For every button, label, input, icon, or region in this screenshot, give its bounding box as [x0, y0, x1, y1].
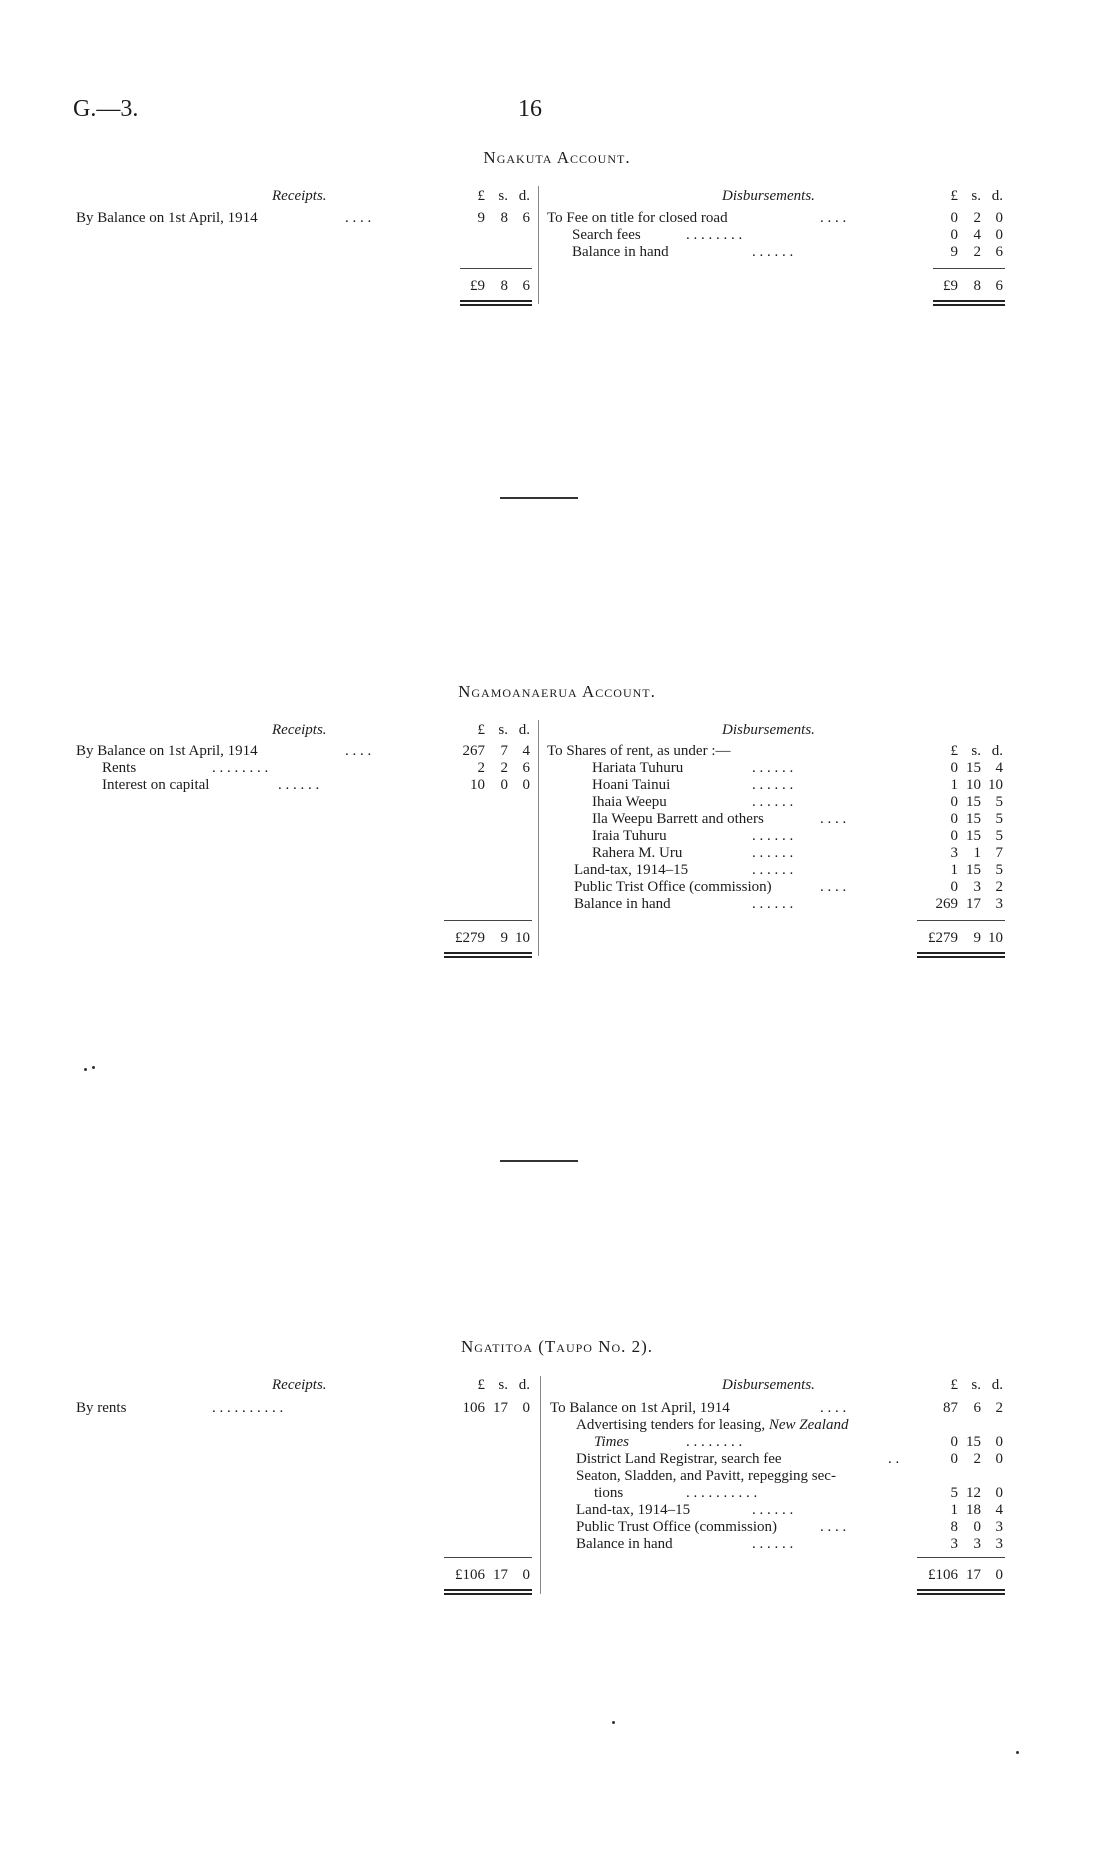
column-divider — [540, 1376, 541, 1594]
amount-shillings: 15 — [966, 1434, 981, 1450]
amount-pounds: 0 — [950, 227, 958, 243]
leader-dots: . . — [888, 1451, 900, 1467]
amount-shillings: 3 — [973, 1536, 981, 1552]
shillings-head: s. — [971, 188, 981, 204]
amount-shillings: 3 — [973, 879, 981, 895]
total-rule — [444, 1557, 532, 1558]
shillings-head: s. — [498, 1377, 508, 1393]
total-rule — [460, 268, 532, 269]
leader-dots: . . . . . . — [752, 1502, 794, 1518]
leader-dots: . . . . . . — [752, 777, 794, 793]
total-rule — [917, 920, 1005, 921]
amount-pounds: 0 — [950, 811, 958, 827]
amount-pounds: 3 — [950, 845, 958, 861]
leader-dots: . . . . — [820, 1519, 847, 1535]
amount-pence: 4 — [522, 743, 530, 759]
disbursement-label: Seaton, Sladden, and Pavitt, repegging sec- — [576, 1468, 836, 1484]
pounds-head: £ — [950, 188, 958, 204]
amount-pence: 2 — [995, 1400, 1003, 1416]
amount-shillings: 0 — [973, 1519, 981, 1535]
column-divider — [538, 186, 539, 304]
amount-pence: 0 — [995, 1434, 1003, 1450]
amount-pounds: 1 — [950, 862, 958, 878]
receipts-total-pounds: £279 — [455, 930, 485, 946]
disbursement-label: Rahera M. Uru — [592, 845, 683, 861]
double-rule — [933, 300, 1005, 306]
shillings-head: s. — [498, 722, 508, 738]
pence-head: d. — [518, 188, 530, 204]
receipts-total-pence: 0 — [522, 1567, 530, 1583]
shillings-head: s. — [971, 1377, 981, 1393]
pounds-head: £ — [950, 1377, 958, 1393]
disbursements-total-pence: 0 — [995, 1567, 1003, 1583]
amount-shillings: 4 — [973, 227, 981, 243]
disbursement-label: To Fee on title for closed road — [547, 210, 728, 226]
disbursement-label: Public Trust Office (commission) — [576, 1519, 777, 1535]
leader-dots: . . . . — [820, 811, 847, 827]
disbursements-total-pence: 10 — [988, 930, 1003, 946]
amount-shillings: 10 — [966, 777, 981, 793]
amount-pounds: 0 — [950, 1434, 958, 1450]
disbursement-label: Hariata Tuhuru — [592, 760, 684, 776]
leader-dots: . . . . — [820, 210, 847, 226]
amount-pence: 3 — [995, 1519, 1003, 1535]
amount-pounds: 1 — [950, 777, 958, 793]
amount-pence: 3 — [995, 896, 1003, 912]
pence-head: d. — [991, 188, 1003, 204]
pence-head: d. — [518, 722, 530, 738]
amount-pence: 4 — [995, 1502, 1003, 1518]
amount-pounds: 0 — [950, 1451, 958, 1467]
amount-pounds: 9 — [950, 244, 958, 260]
leader-dots: . . . . — [820, 879, 847, 895]
amount-shillings: 15 — [966, 862, 981, 878]
amount-pence: 0 — [995, 227, 1003, 243]
amount-shillings: 15 — [966, 794, 981, 810]
amount-shillings: 18 — [966, 1502, 981, 1518]
amount-pounds: 106 — [462, 1400, 485, 1416]
amount-pence: 6 — [522, 210, 530, 226]
disbursements-heading: Disbursements. — [722, 1377, 815, 1393]
amount-pence: 0 — [995, 1451, 1003, 1467]
receipt-label: Rents — [102, 760, 137, 776]
disbursements-total-shillings: 17 — [966, 1567, 981, 1583]
amount-pounds: 0 — [950, 210, 958, 226]
amount-pence: 3 — [995, 1536, 1003, 1552]
double-rule — [917, 952, 1005, 958]
leader-dots: . . . . . . — [752, 1536, 794, 1552]
pence-head: d. — [991, 1377, 1003, 1393]
amount-pence: 0 — [995, 1485, 1003, 1501]
leader-dots: . . . . . . . . . . — [212, 1400, 284, 1416]
amount-pounds: 10 — [470, 777, 485, 793]
column-divider — [538, 720, 539, 956]
total-rule — [933, 268, 1005, 269]
disbursement-label: Ila Weepu Barrett and others — [592, 811, 764, 827]
pounds-head: £ — [950, 743, 958, 759]
leader-dots: . . . . . . — [278, 777, 320, 793]
disbursement-label: Balance in hand — [576, 1536, 673, 1552]
receipts-heading: Receipts. — [272, 722, 327, 738]
amount-pounds: 0 — [950, 828, 958, 844]
amount-shillings: 15 — [966, 811, 981, 827]
disbursement-label: Balance in hand — [574, 896, 671, 912]
shillings-head: s. — [498, 188, 508, 204]
disbursements-total-pounds: £9 — [943, 278, 958, 294]
disbursements-heading: Disbursements. — [722, 722, 815, 738]
amount-shillings: 2 — [500, 760, 508, 776]
leader-dots: . . . . — [345, 743, 372, 759]
leader-dots: . . . . . . — [752, 244, 794, 260]
disbursement-label: Hoani Tainui — [592, 777, 671, 793]
amount-pounds: 0 — [950, 879, 958, 895]
amount-pounds: 269 — [935, 896, 958, 912]
receipts-total-pence: 10 — [515, 930, 530, 946]
receipts-total-pence: 6 — [522, 278, 530, 294]
receipts-total-pounds: £106 — [455, 1567, 485, 1583]
leader-dots: . . . . . . — [752, 760, 794, 776]
page-number: 16 — [518, 96, 542, 122]
leader-dots: . . . . . . . . — [686, 1434, 743, 1450]
leader-dots: . . . . . . — [752, 828, 794, 844]
amount-pence: 5 — [995, 862, 1003, 878]
amount-pounds: 0 — [950, 794, 958, 810]
leader-dots: . . . . . . — [752, 896, 794, 912]
amount-shillings: 2 — [973, 210, 981, 226]
account-title: Ngakuta Account. — [483, 148, 631, 167]
total-rule — [917, 1557, 1005, 1558]
amount-pence: 0 — [522, 1400, 530, 1416]
disbursement-label: Advertising tenders for leasing, — [576, 1417, 766, 1433]
print-speck — [92, 1066, 95, 1069]
disbursement-label: tions — [594, 1485, 624, 1501]
disbursement-label: Public Trist Office (commission) — [574, 879, 772, 895]
print-speck — [84, 1068, 87, 1071]
receipt-label: By Balance on 1st April, 1914 — [76, 743, 258, 759]
receipt-label: By rents — [76, 1400, 127, 1416]
double-rule — [460, 300, 532, 306]
leader-dots: . . . . . . — [752, 845, 794, 861]
amount-pounds: 8 — [950, 1519, 958, 1535]
amount-pounds: 0 — [950, 760, 958, 776]
leader-dots: . . . . . . — [752, 794, 794, 810]
leader-dots: . . . . . . . . . . — [686, 1485, 758, 1501]
disbursement-label: Ihaia Weepu — [592, 794, 667, 810]
pence-head: d. — [991, 743, 1003, 759]
leader-dots: . . . . . . . . — [686, 227, 743, 243]
amount-shillings: 7 — [500, 743, 508, 759]
receipts-total-pounds: £9 — [470, 278, 485, 294]
amount-shillings: 6 — [973, 1400, 981, 1416]
amount-shillings: 2 — [973, 244, 981, 260]
leader-dots: . . . . . . — [752, 862, 794, 878]
double-rule — [917, 1589, 1005, 1595]
amount-shillings: 12 — [966, 1485, 981, 1501]
amount-pounds: 267 — [462, 743, 485, 759]
amount-pence: 0 — [522, 777, 530, 793]
amount-shillings: 0 — [500, 777, 508, 793]
amount-pence: 7 — [995, 845, 1003, 861]
receipt-label: By Balance on 1st April, 1914 — [76, 210, 258, 226]
print-speck — [612, 1721, 615, 1724]
disbursements-heading: Disbursements. — [722, 188, 815, 204]
receipts-total-shillings: 17 — [493, 1567, 508, 1583]
section-separator — [500, 1160, 578, 1162]
receipts-total-shillings: 8 — [500, 278, 508, 294]
leader-dots: . . . . . . . . — [212, 760, 269, 776]
amount-shillings: 15 — [966, 760, 981, 776]
disbursements-total-pounds: £279 — [928, 930, 958, 946]
amount-shillings: 8 — [500, 210, 508, 226]
receipts-total-shillings: 9 — [500, 930, 508, 946]
disbursement-label: Iraia Tuhuru — [592, 828, 667, 844]
disbursement-label: To Balance on 1st April, 1914 — [550, 1400, 730, 1416]
double-rule — [444, 1589, 532, 1595]
pounds-head: £ — [477, 188, 485, 204]
document-reference: G.—3. — [73, 96, 139, 122]
receipts-heading: Receipts. — [272, 188, 327, 204]
amount-pence: 5 — [995, 828, 1003, 844]
disbursement-intro: To Shares of rent, as under :— — [547, 743, 731, 759]
amount-pence: 5 — [995, 811, 1003, 827]
disbursement-label: District Land Registrar, search fee — [576, 1451, 782, 1467]
amount-pounds: 2 — [477, 760, 485, 776]
disbursement-label: Balance in hand — [572, 244, 669, 260]
amount-pence: 6 — [995, 244, 1003, 260]
amount-pounds: 9 — [477, 210, 485, 226]
shillings-head: s. — [971, 743, 981, 759]
amount-pence: 5 — [995, 794, 1003, 810]
amount-pounds: 3 — [950, 1536, 958, 1552]
amount-pence: 4 — [995, 760, 1003, 776]
disbursement-label: Search fees — [572, 227, 641, 243]
amount-pounds: 1 — [950, 1502, 958, 1518]
amount-pence: 6 — [522, 760, 530, 776]
pounds-head: £ — [477, 1377, 485, 1393]
double-rule — [444, 952, 532, 958]
disbursement-label: Land-tax, 1914–15 — [574, 862, 689, 878]
amount-pence: 10 — [988, 777, 1003, 793]
amount-shillings: 15 — [966, 828, 981, 844]
amount-shillings: 2 — [973, 1451, 981, 1467]
disbursements-total-shillings: 8 — [973, 278, 981, 294]
amount-shillings: 1 — [973, 845, 981, 861]
amount-shillings: 17 — [966, 896, 981, 912]
section-separator — [500, 497, 578, 499]
leader-dots: . . . . — [345, 210, 372, 226]
amount-pounds: 5 — [950, 1485, 958, 1501]
amount-pounds: 87 — [943, 1400, 958, 1416]
receipt-label: Interest on capital — [102, 777, 210, 793]
disbursements-total-pence: 6 — [995, 278, 1003, 294]
disbursement-label-italic: New Zealand — [768, 1417, 849, 1433]
print-speck — [1016, 1751, 1019, 1754]
disbursement-label-italic: Times — [594, 1434, 630, 1450]
account-title: Ngatitoa (Taupo No. 2). — [460, 1337, 654, 1356]
disbursement-label: Land-tax, 1914–15 — [576, 1502, 691, 1518]
pounds-head: £ — [477, 722, 485, 738]
disbursement-label-wrap — [576, 1417, 848, 1434]
receipts-heading: Receipts. — [272, 1377, 327, 1393]
amount-pence: 2 — [995, 879, 1003, 895]
pence-head: d. — [518, 1377, 530, 1393]
leader-dots: . . . . — [820, 1400, 847, 1416]
disbursements-total-pounds: £106 — [928, 1567, 958, 1583]
account-title: Ngamoanaerua Account. — [458, 682, 656, 701]
disbursements-total-shillings: 9 — [973, 930, 981, 946]
amount-pence: 0 — [995, 210, 1003, 226]
total-rule — [444, 920, 532, 921]
amount-shillings: 17 — [493, 1400, 508, 1416]
